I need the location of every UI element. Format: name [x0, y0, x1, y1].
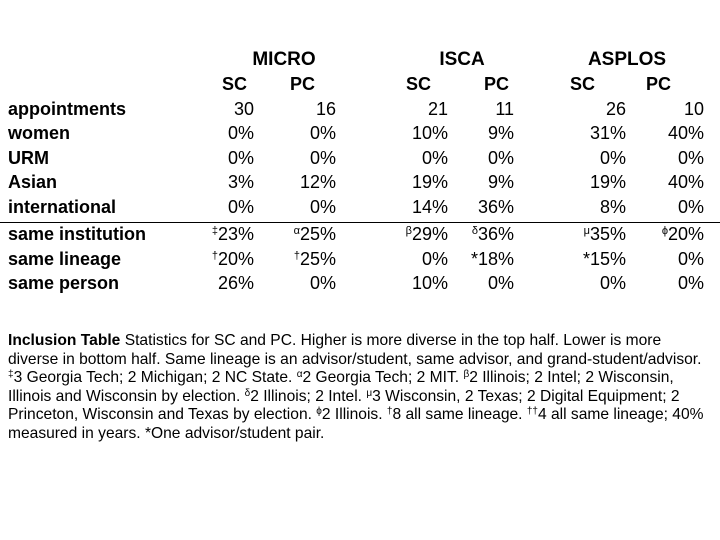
cell-text: 25%: [299, 224, 337, 245]
footnote-mark: μ: [583, 225, 590, 238]
column-header: PC: [646, 74, 672, 95]
cell-value: [540, 222, 632, 247]
cell-text: 26%: [217, 273, 254, 294]
cell-text: 0%: [600, 147, 627, 168]
cell-text: 0%: [310, 273, 337, 294]
cell-value: [632, 195, 704, 220]
cell-text: 26: [605, 98, 627, 119]
cell-value: [208, 122, 278, 147]
row-label: same institution: [0, 222, 208, 247]
cell-text: 10%: [411, 123, 449, 144]
cell-value: [540, 97, 632, 122]
table-row: [0, 171, 720, 196]
cell-text: 21: [427, 98, 449, 119]
cell-value: [458, 122, 540, 147]
cell-value: [632, 171, 704, 196]
cell-value: [278, 146, 360, 171]
footnote-mark: †: [211, 249, 218, 262]
cell-value: [208, 97, 278, 122]
cell-text: 0%: [227, 147, 254, 168]
cell-value: [632, 247, 704, 272]
cell-text: 0%: [227, 123, 254, 144]
cell-text: 29%: [411, 224, 449, 245]
cell-text: 40%: [667, 172, 705, 193]
cell-text: 25%: [299, 248, 337, 269]
cell-text: 16: [315, 98, 337, 119]
table-row: [0, 146, 720, 171]
cell-text: 40%: [667, 123, 705, 144]
cell-value: [360, 247, 458, 272]
cell-text: 20%: [217, 248, 254, 269]
cell-text: 0%: [488, 147, 515, 168]
table-row: [0, 122, 720, 147]
cell-text: 23%: [217, 224, 254, 245]
caption-text: Statistics for SC and PC. Higher is more diverse in the top half. Lower is more diverse in bottom half. Same lineage is an advisor/student, same advisor, and grand-student/advisor.: [8, 332, 702, 368]
table-row: [0, 222, 720, 247]
cell-text: 30: [233, 98, 254, 119]
caption-text: 3 Georgia Tech; 2 Michigan; 2 NC State.: [13, 369, 297, 387]
cell-value: [458, 272, 540, 297]
cell-text: 9%: [488, 172, 515, 193]
footnote-mark: ϕ: [661, 225, 668, 238]
table-row: [0, 97, 720, 122]
footnote-mark: †: [386, 406, 393, 418]
cell-value: [540, 171, 632, 196]
cell-text: 35%: [589, 224, 627, 245]
cell-text: 11: [495, 98, 515, 119]
cell-text: 0%: [227, 196, 254, 217]
caption-text: 2 Georgia Tech; 2 MIT.: [302, 369, 464, 387]
column-header: PC: [290, 74, 316, 95]
cell-value: [278, 272, 360, 297]
cell-value: [540, 195, 632, 220]
cell-text: 19%: [411, 172, 449, 193]
venue-header: ASPLOS: [587, 49, 667, 71]
cell-text: 0%: [600, 273, 627, 294]
venue-header: MICRO: [252, 49, 316, 71]
cell-text: 0%: [488, 273, 515, 294]
cell-text: 8%: [600, 196, 627, 217]
cell-text: 9%: [488, 123, 515, 144]
cell-text: 0%: [678, 147, 705, 168]
venue-header-row: [0, 48, 720, 73]
cell-value: [360, 146, 458, 171]
cell-text: *18%: [470, 248, 515, 269]
footnote-mark: ϕ: [316, 406, 322, 418]
cell-text: 0%: [678, 196, 705, 217]
cell-value: [632, 146, 704, 171]
cell-text: 0%: [678, 273, 705, 294]
column-header: SC: [222, 74, 248, 95]
table-caption: [8, 332, 712, 444]
cell-value: [540, 122, 632, 147]
cell-value: [458, 146, 540, 171]
cell-value: [540, 272, 632, 297]
cell-value: [360, 272, 458, 297]
caption-text: 4 all same lineage; 40% measured in years. *One advisor/student pair.: [8, 406, 704, 442]
cell-value: [360, 171, 458, 196]
table-row: [0, 195, 720, 220]
column-header: PC: [484, 74, 510, 95]
cell-value: [540, 247, 632, 272]
table-row: [0, 247, 720, 272]
column-header: SC: [570, 74, 596, 95]
cell-text: 3%: [227, 172, 254, 193]
cell-value: [458, 97, 540, 122]
cell-value: [278, 222, 360, 247]
column-header-row: [0, 73, 720, 98]
cell-text: 36%: [477, 224, 515, 245]
cell-text: 14%: [411, 196, 449, 217]
table-top-section: [0, 97, 720, 222]
column-header: SC: [406, 74, 432, 95]
cell-value: [278, 247, 360, 272]
table-bottom-section: [0, 222, 720, 296]
cell-text: 0%: [310, 196, 337, 217]
cell-value: [278, 122, 360, 147]
caption-text: 3 Wisconsin, 2 Texas; 2 Digital Equipment; 2 Princeton, Wisconsin and Texas by election.: [8, 387, 680, 424]
row-label: same person: [8, 273, 120, 294]
cell-text: 36%: [477, 196, 515, 217]
cell-value: [278, 195, 360, 220]
cell-text: 0%: [422, 147, 449, 168]
footnote-mark: β: [463, 369, 470, 381]
caption-text: 2 Illinois; 2 Intel.: [250, 387, 367, 405]
cell-text: 19%: [589, 172, 627, 193]
cell-value: [458, 195, 540, 220]
cell-value: [360, 222, 458, 247]
caption-text: 2 Illinois.: [321, 406, 387, 424]
cell-value: [278, 97, 360, 122]
cell-text: 10%: [411, 273, 449, 294]
row-label: appointments: [8, 98, 127, 119]
cell-value: [208, 146, 278, 171]
footnote-mark: δ: [244, 387, 251, 399]
cell-value: [632, 122, 704, 147]
cell-text: *15%: [582, 248, 627, 269]
row-label: Asian: [8, 172, 58, 193]
cell-text: 0%: [422, 248, 449, 269]
cell-value: [360, 97, 458, 122]
cell-value: [278, 171, 360, 196]
footnote-mark: β: [405, 225, 412, 238]
footnote-mark: †: [293, 249, 300, 262]
venue-header: ISCA: [439, 49, 485, 71]
cell-value: [208, 171, 278, 196]
caption-text: 2 Illinois; 2 Intel; 2 Wisconsin, Illinois and Wisconsin by election.: [8, 369, 674, 405]
caption-text: 8 all same lineage.: [392, 406, 527, 424]
cell-text: 31%: [589, 123, 627, 144]
cell-value: [632, 222, 704, 247]
row-label: women: [8, 123, 71, 144]
cell-value: [458, 247, 540, 272]
cell-text: 20%: [667, 224, 705, 245]
footnote-mark: ‡: [8, 369, 14, 381]
table-row: [0, 272, 720, 297]
cell-value: [208, 222, 278, 247]
row-label: URM: [8, 147, 49, 168]
cell-value: [632, 272, 704, 297]
cell-value: [360, 122, 458, 147]
cell-value: [632, 97, 704, 122]
footnote-mark: α: [293, 225, 300, 238]
footnote-mark: ‡: [211, 225, 218, 238]
cell-value: [458, 171, 540, 196]
row-label: same lineage: [8, 248, 122, 269]
cell-text: 12%: [299, 172, 337, 193]
cell-value: [208, 247, 278, 272]
cell-value: [540, 146, 632, 171]
footnote-mark: α: [296, 369, 303, 381]
inclusion-table: [0, 48, 720, 296]
cell-value: [208, 195, 278, 220]
cell-text: 0%: [310, 147, 337, 168]
cell-text: 10: [683, 98, 705, 119]
cell-value: [458, 222, 540, 247]
footnote-mark: δ: [471, 225, 478, 238]
footnote-mark: μ: [366, 387, 373, 399]
caption-title: Inclusion Table: [8, 332, 121, 349]
cell-value: [208, 272, 278, 297]
footnote-mark: ††: [526, 406, 538, 418]
row-label: international: [8, 196, 117, 217]
cell-text: 0%: [678, 248, 705, 269]
cell-value: [360, 195, 458, 220]
cell-text: 0%: [310, 123, 337, 144]
